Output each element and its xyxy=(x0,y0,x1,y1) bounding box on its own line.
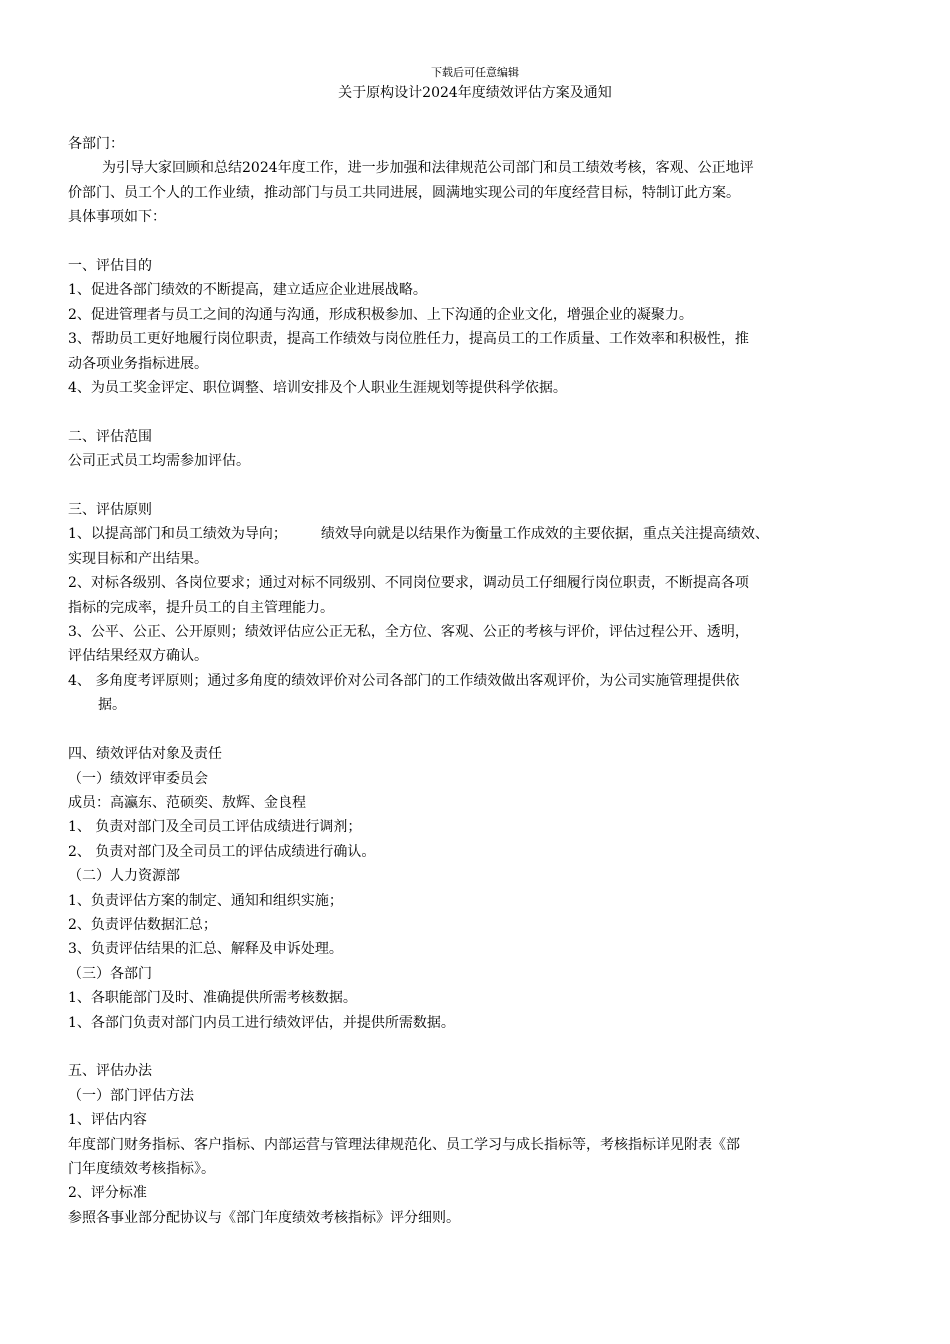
paragraph-line: 1、各部门负责对部门内员工进行绩效评估，并提供所需数据。 xyxy=(68,1014,455,1031)
paragraph-line: 1、评估内容 xyxy=(68,1112,147,1129)
blank-line xyxy=(68,718,898,742)
principle-1-label: 1、以提高部门和员工绩效为导向； xyxy=(68,526,287,543)
paragraph-line: 年度部门财务指标、客户指标、内部运营与管理法律规范化、员工学习与成长指标等，考核指标详见附表《部 xyxy=(68,1136,740,1153)
section-heading: 一、评估目的 xyxy=(68,258,152,275)
blank-line xyxy=(68,474,898,498)
paragraph-line: 实现目标和产出结果。 xyxy=(68,550,208,567)
paragraph-line: （三）各部门 xyxy=(68,965,152,982)
section-heading: 五、评估办法 xyxy=(68,1063,152,1080)
paragraph-line: 据。 xyxy=(98,697,126,714)
document-body xyxy=(68,132,898,1230)
principle-1-text: 绩效导向就是以结果作为衡量工作成效的主要依据，重点关注提高绩效、 xyxy=(320,526,769,543)
blank-line xyxy=(68,400,898,424)
paragraph-line: （二）人力资源部 xyxy=(68,868,180,885)
paragraph-line: 1、促进各部门绩效的不断提高，建立适应企业进展战略。 xyxy=(68,282,427,299)
paragraph-line: 1、各职能部门及时、准确提供所需考核数据。 xyxy=(68,990,357,1007)
paragraph-line: 公司正式员工均需参加评估。 xyxy=(68,453,250,470)
intro-line: 为引导大家回顾和总结2024年度工作，进一步加强和法律规范公司部门和员工绩效考核，客观、公正地评 xyxy=(102,160,754,177)
paragraph-line: 4、 多角度考评原则；通过多角度的绩效评价对公司各部门的工作绩效做出客观评价，为公司实施管理提供依 xyxy=(68,672,740,689)
paragraph-line: 参照各事业部分配协议与《部门年度绩效考核指标》评分细则。 xyxy=(68,1209,460,1226)
paragraph-line: 2、 负责对部门及全司员工的评估成绩进行确认。 xyxy=(68,843,376,860)
paragraph-line: 2、对标各级别、各岗位要求；通过对标不同级别、不同岗位要求，调动员工仔细履行岗位职责，不断提高各项 xyxy=(68,575,749,592)
blank-line xyxy=(68,230,898,254)
paragraph-line: 门年度绩效考核指标》。 xyxy=(68,1160,215,1177)
blank-line xyxy=(68,1035,898,1059)
paragraph-line: 2、促进管理者与员工之间的沟通与沟通，形成积极参加、上下沟通的企业文化，增强企业的凝聚力。 xyxy=(68,306,693,323)
paragraph-line: 1、 负责对部门及全司员工评估成绩进行调剂； xyxy=(68,819,362,836)
intro-line: 价部门、员工个人的工作业绩，推动部门与员工共同进展，圆满地实现公司的年度经营目标，特制订此方案。 xyxy=(68,184,740,201)
paragraph-line: 动各项业务指标进展。 xyxy=(68,355,208,372)
paragraph-line: 1、负责评估方案的制定、通知和组织实施； xyxy=(68,892,343,909)
document-title: 关于原构设计2024年度绩效评估方案及通知 xyxy=(338,85,612,101)
paragraph-line: 3、负责评估结果的汇总、解释及申诉处理。 xyxy=(68,941,343,958)
paragraph-line: 3、帮助员工更好地履行岗位职责，提高工作绩效与岗位胜任力，提高员工的工作质量、工作效率和积极性，推 xyxy=(68,331,749,348)
paragraph-line: 评估结果经双方确认。 xyxy=(68,648,208,665)
paragraph-line: 指标的完成率，提升员工的自主管理能力。 xyxy=(68,599,334,616)
paragraph-line: 2、评分标准 xyxy=(68,1185,147,1202)
intro-line: 具体事项如下： xyxy=(68,209,166,226)
paragraph-line: 2、负责评估数据汇总； xyxy=(68,916,217,933)
paragraph-line: （一）绩效评审委员会 xyxy=(68,770,208,787)
paragraph-line: 成员：高瀛东、范硕奕、敖辉、金良程 xyxy=(68,794,306,811)
paragraph-line: 3、公平、公正、公开原则；绩效评估应公正无私，全方位、客观、公正的考核与评价，评估过程公开、透明， xyxy=(68,624,749,641)
section-heading: 二、评估范围 xyxy=(68,428,152,445)
salutation: 各部门： xyxy=(68,136,124,152)
header-note: 下载后可任意编辑 xyxy=(431,66,519,79)
section-heading: 四、绩效评估对象及责任 xyxy=(68,746,222,763)
paragraph-line: （一）部门评估方法 xyxy=(68,1087,194,1104)
paragraph-line: 4、为员工奖金评定、职位调整、培训安排及个人职业生涯规划等提供科学依据。 xyxy=(68,380,567,397)
paragraph-line xyxy=(68,522,898,546)
section-heading: 三、评估原则 xyxy=(68,502,152,519)
